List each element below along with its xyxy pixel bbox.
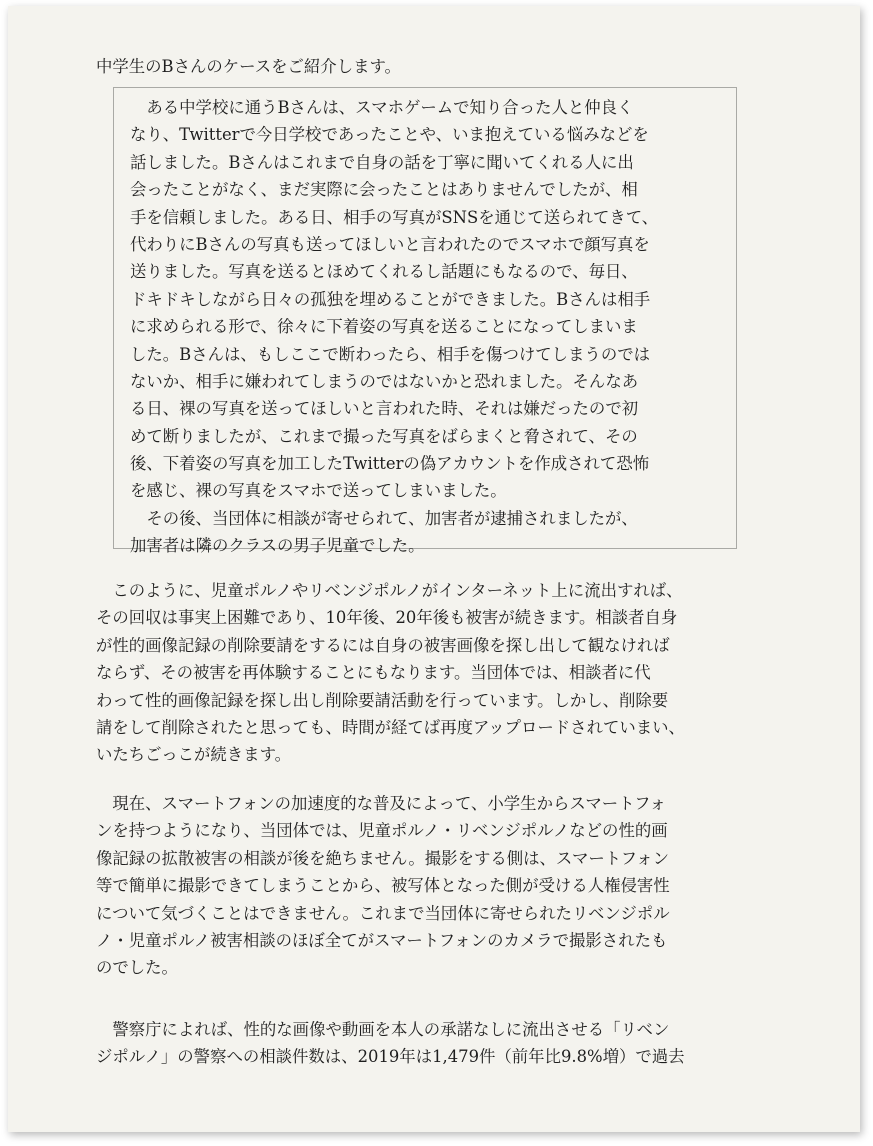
paragraph-line: わって性的画像記録を探し出し削除要請活動を行っています。しかし、削除要 [96, 690, 669, 710]
case-line: 後、下着姿の写真を加工したTwitterの偽アカウントを作成されて恐怖 [130, 454, 650, 474]
intro-sentence: 中学生のBさんのケースをご紹介します。 [96, 57, 401, 76]
paragraph-line: このように、児童ポルノやリベンジポルノがインターネット上に流出すれば、 [96, 581, 683, 600]
case-line: その後、当団体に相談が寄せられて、加害者が逮捕されましたが、 [130, 508, 638, 528]
paragraph-line: ノ・児童ポルノ被害相談のほぼ全てがスマートフォンのカメラで撮影されたも [96, 930, 668, 950]
paragraph-line: ならず、その被害を再体験することにもなります。当団体では、相談者に代 [96, 663, 651, 683]
case-line: めて断りましたが、これまで撮った写真をばらまくと脅されて、その [130, 426, 638, 446]
case-line: なり、Twitterで今日学校であったことや、いま抱えている悩みなどを [130, 125, 649, 145]
case-line: ある中学校に通うBさんは、スマホゲームで知り合った人と仲良く [130, 98, 634, 117]
paragraph-line: ジポルノ」の警察への相談件数は、2019年は1,479件（前年比9.8%増）で過去 [96, 1047, 685, 1067]
case-study-text [130, 94, 658, 560]
case-line: 会ったことがなく、まだ実際に会ったことはありませんでしたが、相 [130, 180, 638, 200]
case-line: ドキドキしながら日々の孤独を埋めることができました。Bさんは相手 [130, 289, 651, 309]
paragraph-line: のでした。 [96, 958, 178, 978]
case-line: 加害者は隣のクラスの男子児童でした。 [130, 536, 425, 556]
paragraph-line: 請をして削除されたと思っても、時間が経てば再度アップロードされていまい、 [96, 717, 685, 737]
case-line: る日、裸の写真を送ってほしいと言われた時、それは嫌だったので初 [130, 399, 639, 419]
case-line: 代わりにBさんの写真も送ってほしいと言われたのでスマホで顔写真を [130, 234, 650, 254]
case-line: ないか、相手に嫌われてしまうのではないかと恐れました。そんなあ [130, 371, 639, 391]
case-line: 送りました。写真を送るとほめてくれるし話題にもなるので、毎日、 [130, 262, 638, 282]
case-line: 手を信頼しました。ある日、相手の写真がSNSを通じて送られてきて、 [130, 207, 659, 227]
paragraph-line: ンを持つようになり、当団体では、児童ポルノ・リベンジポルノなどの性的画 [96, 821, 668, 841]
paragraph-line: 像記録の拡散被害の相談が後を絶ちません。撮影をする側は、スマートフォン [96, 848, 670, 868]
case-line: した。Bさんは、もしここで断わったら、相手を傷つけてしまうのでは [130, 344, 650, 364]
case-line: 話しました。Bさんはこれまで自身の話を丁寧に聞いてくれる人に出 [130, 152, 634, 172]
case-study-box [113, 87, 737, 556]
case-line: を感じ、裸の写真をスマホで送ってしまいました。 [130, 481, 507, 501]
paragraph-line: について気づくことはできません。これまで当団体に寄せられたリベンジポル [96, 903, 670, 923]
paragraph-line: その回収は事実上困難であり、10年後、20年後も被害が続きます。相談者自身 [96, 608, 678, 628]
paragraph-online-leak [96, 577, 685, 769]
paragraph-line: いたちごっこが続きます。 [96, 745, 292, 765]
paragraph-smartphone [96, 790, 670, 982]
paragraph-police-stats [96, 1016, 685, 1071]
paragraph-line: 等で簡単に撮影できてしまうことから、被写体となった側が受ける人権侵害性 [96, 876, 670, 896]
paragraph-line: 警察庁によれば、性的な画像や動画を本人の承諾なしに流出させる「リベン [96, 1020, 670, 1039]
document-page [8, 6, 860, 1132]
case-line: に求められる形で、徐々に下着姿の写真を送ることになってしまいま [130, 317, 638, 337]
paragraph-line: 現在、スマートフォンの加速度的な普及によって、小学生からスマートフォ [96, 794, 667, 813]
paragraph-line: が性的画像記録の削除要請をするには自身の被害画像を探し出して観なければ [96, 635, 670, 655]
